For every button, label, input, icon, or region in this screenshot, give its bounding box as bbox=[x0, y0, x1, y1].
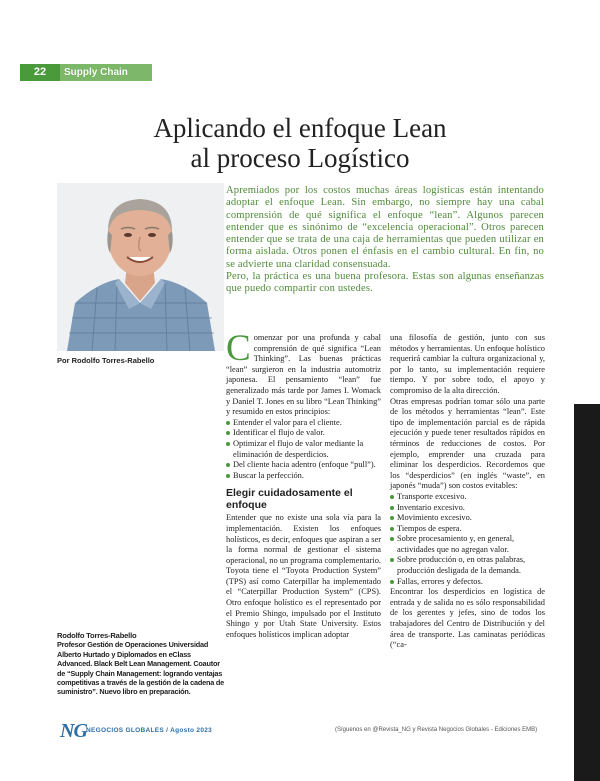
body-column-1 bbox=[226, 328, 381, 640]
page-footer bbox=[0, 712, 600, 742]
photo-caption: Por Rodolfo Torres-Rabello bbox=[57, 356, 155, 365]
list-item: Inventario excesivo. bbox=[390, 503, 545, 514]
list-item: Identificar el flujo de valor. bbox=[226, 428, 381, 439]
author-photo bbox=[57, 183, 224, 351]
subheading: Elegir cuidadosamente el enfoque bbox=[226, 487, 353, 512]
col1-paragraph-1: omenzar por una profunda y cabal comprensión de qué significa “Lean Thinking”. Las buenas prácticas “lean” surgieron en la industria automotriz japonesa. El pensamiento “lean” fue generalizado más tarde por James I. Womack y Daniel T. Jones en su libro “Lean Thinking” y resumido en estos principios: bbox=[226, 333, 381, 417]
principles-list bbox=[226, 418, 381, 482]
col2-paragraph-1: una filosofía de gestión, junto con sus métodos y herramientas. Un enfoque holístico requerirá cambiar la cultura organizacional y, por lo tanto, su implementación requiere tiempo. Y por sobre todo, el apoyo y compromiso de la alta dirección. bbox=[390, 333, 545, 395]
article-title bbox=[80, 113, 520, 173]
body-column-2 bbox=[390, 333, 545, 651]
article-intro bbox=[226, 185, 544, 296]
list-item: Sobre procesamiento y, en general, actividades que no agregan valor. bbox=[390, 534, 545, 555]
waste-list bbox=[390, 492, 545, 587]
section-tag bbox=[20, 64, 152, 81]
list-item: Optimizar el flujo de valor mediante la eliminación de desperdicios. bbox=[226, 439, 381, 460]
intro-paragraph-2: Pero, la práctica es una buena profesora. Estas son algunas enseñanzas que puedo compartir con ustedes. bbox=[226, 271, 544, 295]
intro-paragraph-1: Apremiados por los costos muchas áreas logísticas están intentando adoptar el enfoque Lean. Sin embargo, no siempre hay una cabal comprensión de qué significa el enfoque “lean”. Algunos parecen entender que es sinónimo de “excelencia operacional”. Otros parecen entender que se trata de una caja de herramientas que pueden utilizar en forma aislada. Otros ponen el énfasis en el cambio cultural. En fin, no se advierte una claridad consensuada. bbox=[226, 185, 544, 270]
list-item: Movimiento excesivo. bbox=[390, 513, 545, 524]
title-line-2: al proceso Logístico bbox=[190, 143, 410, 173]
title-line-1: Aplicando el enfoque Lean bbox=[153, 113, 447, 143]
author-portrait-image bbox=[57, 183, 224, 351]
publication-name: NEGOCIOS GLOBALES / Agosto 2023 bbox=[86, 727, 213, 734]
list-item: Buscar la perfección. bbox=[226, 471, 381, 482]
drop-cap: C bbox=[226, 328, 251, 369]
list-item: Transporte excesivo. bbox=[390, 492, 545, 503]
section-name: Supply Chain bbox=[64, 67, 128, 78]
author-bio bbox=[57, 631, 225, 697]
list-item: Entender el valor para el cliente. bbox=[226, 418, 381, 429]
page-edge-bar bbox=[574, 404, 600, 781]
col2-paragraph-3: Encontrar los desperdicios en logística de entrada y de salida no es sólo responsabilidad de los gerentes y jefes, sino de todos los trabajadores del Centro de Distribución y del área de transporte. Las caminatas periódicas (“ca- bbox=[390, 587, 545, 650]
col2-paragraph-2: Otras empresas podrían tomar sólo una parte de los métodos y herramientas “lean”. Este tipo de implementación parcial es de rápida ejecución y puede tener resultados rápidos en términos de reducciones de costos. Por ejemplo, emprender una cruzada para eliminar los desperdicios. Recordemos que los “desperdicios” (en inglés “waste”, en japonés “muda”) son costos evitables: bbox=[390, 396, 545, 491]
author-bio-text: Profesor Gestión de Operaciones Universidad Alberto Hurtado y Diplomados en eClass Advanced. Black Belt Lean Management. Coautor de “Supply Chain Management: logrando ventajas competitivas a través de la gestión de la cadena de suministro”. Nuevo libro en preparación. bbox=[57, 640, 225, 697]
social-links: (Síguenos en @Revista_NG y Revista Negocios Globales - Ediciones EMB) bbox=[335, 727, 538, 733]
ng-logo: NG bbox=[60, 720, 87, 742]
col1-paragraph-2: Entender que no existe una sola vía para la implementación. Existen los enfoques holísticos, es decir, enfoques que aspiran a ser la forma normal de gestionar el sistema operacional, no un programa complementario. Toyota tiene el “Toyota Production System” (TPS) así como Caterpillar ha implementado el “Caterpillar Production System” (CPS). Otro enfoque holístico es el representado por el Premio Shingo, impulsado por el Instituto Shingo y por Utah State University. Estos enfoques holísticos implican adoptar bbox=[226, 513, 381, 639]
list-item: Del cliente hacia adentro (enfoque “pull”). bbox=[226, 460, 381, 471]
list-item: Fallas, errores y defectos. bbox=[390, 577, 545, 588]
author-name: Rodolfo Torres-Rabello bbox=[57, 631, 137, 640]
list-item: Sobre producción o, en otras palabras, producción desligada de la demanda. bbox=[390, 555, 545, 576]
page-number: 22 bbox=[20, 64, 60, 81]
list-item: Tiempos de espera. bbox=[390, 524, 545, 535]
